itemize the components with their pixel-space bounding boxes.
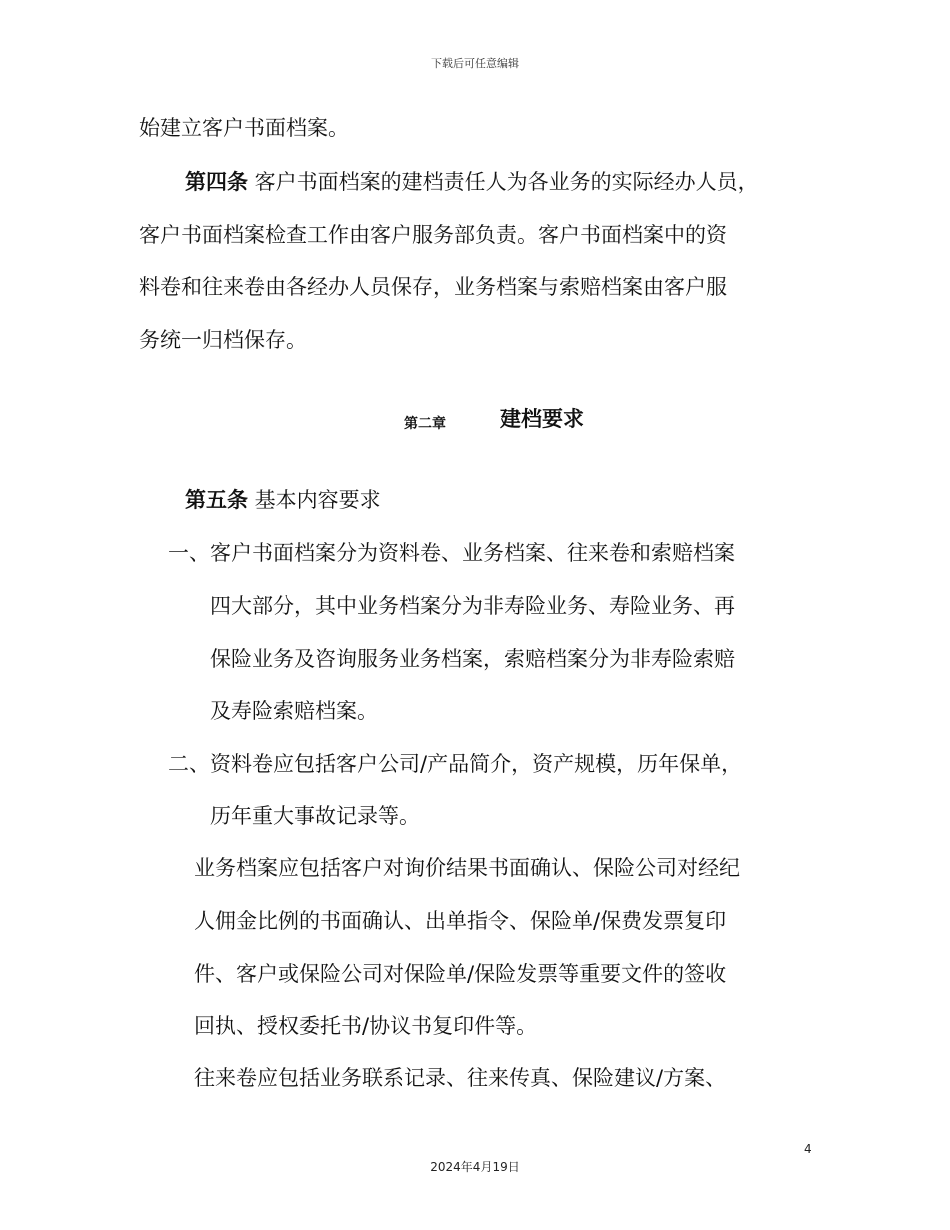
page-footer-date: 2024年4月19日 bbox=[430, 1160, 520, 1174]
list-item-continuation: 及寿险索赔档案。 bbox=[210, 699, 378, 723]
paragraph-line bbox=[139, 220, 727, 250]
list-item: 业务档案应包括客户对询价结果书面确认、保险公司对经纪 bbox=[194, 856, 740, 880]
article-label: 第五条 bbox=[185, 488, 248, 512]
list-item-continuation: 人佣金比例的书面确认、出单指令、保险单/保费发票复印 bbox=[194, 909, 727, 933]
line-text: 客户书面档案检查工作由客户服务部负责。客户书面档案中的资 bbox=[139, 223, 727, 247]
line-text: 始建立客户书面档案。 bbox=[139, 116, 349, 140]
line-text: 客户书面档案的建档责任人为各业务的实际经办人员， bbox=[248, 170, 759, 194]
line-text: 基本内容要求 bbox=[248, 488, 381, 512]
paragraph-line bbox=[139, 325, 307, 355]
list-item-continuation: 四大部分，其中业务档案分为非寿险业务、寿险业务、再 bbox=[210, 594, 735, 618]
list-item: 往来卷应包括业务联系记录、往来传真、保险建议/方案、 bbox=[194, 1066, 727, 1090]
article-label: 第四条 bbox=[185, 170, 248, 194]
paragraph-line bbox=[139, 272, 727, 302]
list-item-continuation: 历年重大事故记录等。 bbox=[210, 804, 420, 828]
chapter-title: 建档要求 bbox=[500, 407, 584, 431]
article-4-line bbox=[185, 167, 759, 197]
list-item: 二、资料卷应包括客户公司/产品简介，资产规模，历年保单， bbox=[168, 752, 743, 776]
page-header: 下载后可任意编辑 bbox=[431, 57, 519, 70]
list-item-continuation: 件、客户或保险公司对保险单/保险发票等重要文件的签收 bbox=[194, 962, 727, 986]
list-item-continuation: 保险业务及咨询服务业务档案，索赔档案分为非寿险索赔 bbox=[210, 647, 735, 671]
article-5-line bbox=[185, 485, 381, 515]
list-item: 一、客户书面档案分为资料卷、业务档案、往来卷和索赔档案 bbox=[168, 541, 735, 565]
paragraph-line bbox=[139, 113, 349, 143]
line-text: 料卷和往来卷由各经办人员保存，业务档案与索赔档案由客户服 bbox=[139, 275, 727, 299]
page-number: 4 bbox=[804, 1142, 812, 1156]
chapter-number: 第二章 bbox=[404, 416, 446, 432]
line-text: 务统一归档保存。 bbox=[139, 328, 307, 352]
list-item-continuation: 回执、授权委托书/协议书复印件等。 bbox=[194, 1014, 538, 1038]
